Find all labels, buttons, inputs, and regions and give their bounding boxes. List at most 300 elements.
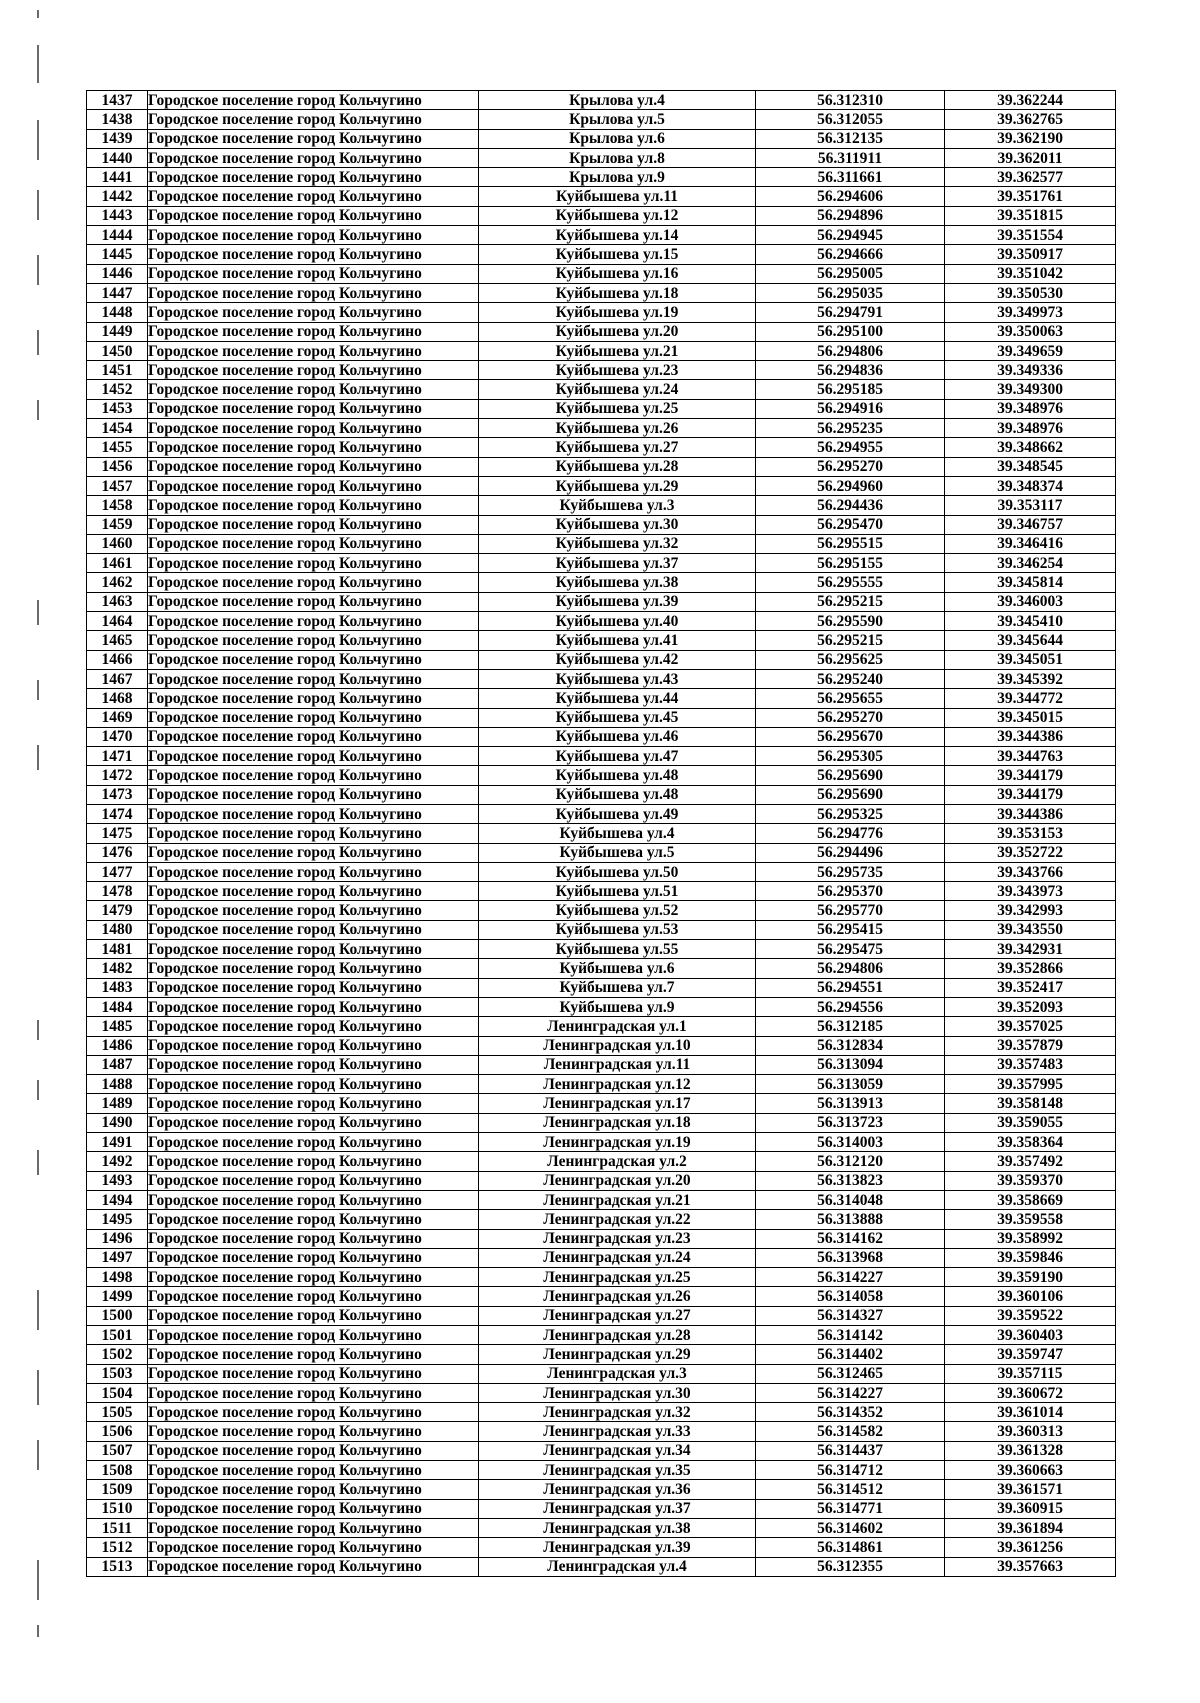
longitude-cell: 39.349300 xyxy=(945,380,1116,399)
latitude-cell: 56.295690 xyxy=(756,785,945,804)
scan-artifact-line xyxy=(37,45,39,83)
table-row xyxy=(87,689,1116,708)
longitude-cell: 39.358148 xyxy=(945,1094,1116,1113)
settlement-cell: Городское поселение город Кольчугино xyxy=(148,573,479,592)
row-number: 1481 xyxy=(87,940,148,959)
table-row xyxy=(87,1133,1116,1152)
address-cell: Крылова ул.8 xyxy=(479,148,756,167)
table-row xyxy=(87,1094,1116,1113)
longitude-cell: 39.362190 xyxy=(945,129,1116,148)
longitude-cell: 39.342993 xyxy=(945,901,1116,920)
row-number: 1476 xyxy=(87,843,148,862)
latitude-cell: 56.294960 xyxy=(756,476,945,495)
table-row xyxy=(87,1055,1116,1074)
longitude-cell: 39.345410 xyxy=(945,612,1116,631)
row-number: 1494 xyxy=(87,1190,148,1209)
address-cell: Ленинградская ул.27 xyxy=(479,1306,756,1325)
table-row xyxy=(87,862,1116,881)
address-cell: Крылова ул.4 xyxy=(479,91,756,110)
longitude-cell: 39.361256 xyxy=(945,1538,1116,1557)
latitude-cell: 56.313913 xyxy=(756,1094,945,1113)
address-cell: Ленинградская ул.38 xyxy=(479,1518,756,1537)
address-cell: Куйбышева ул.29 xyxy=(479,476,756,495)
table-row xyxy=(87,592,1116,611)
address-coordinates-table xyxy=(86,90,1116,1577)
address-cell: Куйбышева ул.46 xyxy=(479,727,756,746)
settlement-cell: Городское поселение город Кольчугино xyxy=(148,148,479,167)
latitude-cell: 56.295515 xyxy=(756,534,945,553)
longitude-cell: 39.353117 xyxy=(945,496,1116,515)
latitude-cell: 56.313723 xyxy=(756,1113,945,1132)
settlement-cell: Городское поселение город Кольчугино xyxy=(148,1094,479,1113)
table-row xyxy=(87,631,1116,650)
longitude-cell: 39.346003 xyxy=(945,592,1116,611)
table-body xyxy=(87,91,1116,1577)
scan-artifact-line xyxy=(37,400,39,420)
row-number: 1471 xyxy=(87,747,148,766)
row-number: 1482 xyxy=(87,959,148,978)
table-row xyxy=(87,1499,1116,1518)
settlement-cell: Городское поселение город Кольчугино xyxy=(148,862,479,881)
row-number: 1456 xyxy=(87,457,148,476)
settlement-cell: Городское поселение город Кольчугино xyxy=(148,496,479,515)
longitude-cell: 39.346757 xyxy=(945,515,1116,534)
latitude-cell: 56.295155 xyxy=(756,554,945,573)
settlement-cell: Городское поселение город Кольчугино xyxy=(148,1383,479,1402)
row-number: 1484 xyxy=(87,997,148,1016)
longitude-cell: 39.346416 xyxy=(945,534,1116,553)
address-cell: Куйбышева ул.16 xyxy=(479,264,756,283)
latitude-cell: 56.312135 xyxy=(756,129,945,148)
row-number: 1450 xyxy=(87,341,148,360)
row-number: 1499 xyxy=(87,1287,148,1306)
settlement-cell: Городское поселение город Кольчугино xyxy=(148,1171,479,1190)
settlement-cell: Городское поселение город Кольчугино xyxy=(148,843,479,862)
address-cell: Куйбышева ул.19 xyxy=(479,303,756,322)
scan-artifact-line xyxy=(37,1370,39,1405)
latitude-cell: 56.294806 xyxy=(756,341,945,360)
table-row xyxy=(87,1383,1116,1402)
row-number: 1497 xyxy=(87,1248,148,1267)
settlement-cell: Городское поселение город Кольчугино xyxy=(148,1017,479,1036)
row-number: 1465 xyxy=(87,631,148,650)
longitude-cell: 39.362011 xyxy=(945,148,1116,167)
row-number: 1506 xyxy=(87,1422,148,1441)
longitude-cell: 39.357995 xyxy=(945,1075,1116,1094)
settlement-cell: Городское поселение город Кольчугино xyxy=(148,1248,479,1267)
latitude-cell: 56.295590 xyxy=(756,612,945,631)
table-row xyxy=(87,1538,1116,1557)
longitude-cell: 39.351042 xyxy=(945,264,1116,283)
table-row xyxy=(87,1326,1116,1345)
longitude-cell: 39.361014 xyxy=(945,1403,1116,1422)
scan-artifact-line xyxy=(37,190,39,220)
row-number: 1463 xyxy=(87,592,148,611)
address-cell: Ленинградская ул.20 xyxy=(479,1171,756,1190)
latitude-cell: 56.294791 xyxy=(756,303,945,322)
row-number: 1454 xyxy=(87,419,148,438)
row-number: 1466 xyxy=(87,650,148,669)
settlement-cell: Городское поселение город Кольчугино xyxy=(148,1480,479,1499)
row-number: 1485 xyxy=(87,1017,148,1036)
table-row xyxy=(87,380,1116,399)
latitude-cell: 56.295270 xyxy=(756,457,945,476)
address-cell: Ленинградская ул.21 xyxy=(479,1190,756,1209)
table-row xyxy=(87,322,1116,341)
longitude-cell: 39.348976 xyxy=(945,419,1116,438)
longitude-cell: 39.349659 xyxy=(945,341,1116,360)
longitude-cell: 39.352866 xyxy=(945,959,1116,978)
address-cell: Ленинградская ул.33 xyxy=(479,1422,756,1441)
latitude-cell: 56.311911 xyxy=(756,148,945,167)
address-cell: Ленинградская ул.35 xyxy=(479,1461,756,1480)
latitude-cell: 56.312834 xyxy=(756,1036,945,1055)
longitude-cell: 39.362244 xyxy=(945,91,1116,110)
longitude-cell: 39.359055 xyxy=(945,1113,1116,1132)
longitude-cell: 39.349973 xyxy=(945,303,1116,322)
longitude-cell: 39.359747 xyxy=(945,1345,1116,1364)
longitude-cell: 39.358669 xyxy=(945,1190,1116,1209)
latitude-cell: 56.295215 xyxy=(756,592,945,611)
longitude-cell: 39.351815 xyxy=(945,206,1116,225)
table-row xyxy=(87,129,1116,148)
settlement-cell: Городское поселение город Кольчугино xyxy=(148,959,479,978)
table-row xyxy=(87,940,1116,959)
settlement-cell: Городское поселение город Кольчугино xyxy=(148,91,479,110)
latitude-cell: 56.295770 xyxy=(756,901,945,920)
row-number: 1503 xyxy=(87,1364,148,1383)
settlement-cell: Городское поселение город Кольчугино xyxy=(148,1229,479,1248)
latitude-cell: 56.294436 xyxy=(756,496,945,515)
row-number: 1488 xyxy=(87,1075,148,1094)
address-cell: Ленинградская ул.3 xyxy=(479,1364,756,1383)
address-cell: Крылова ул.5 xyxy=(479,110,756,129)
settlement-cell: Городское поселение город Кольчугино xyxy=(148,804,479,823)
address-cell: Ленинградская ул.10 xyxy=(479,1036,756,1055)
row-number: 1504 xyxy=(87,1383,148,1402)
longitude-cell: 39.345051 xyxy=(945,650,1116,669)
table-row xyxy=(87,1268,1116,1287)
row-number: 1458 xyxy=(87,496,148,515)
latitude-cell: 56.312185 xyxy=(756,1017,945,1036)
longitude-cell: 39.357492 xyxy=(945,1152,1116,1171)
scan-artifact-line xyxy=(37,1290,39,1330)
settlement-cell: Городское поселение город Кольчугино xyxy=(148,303,479,322)
table-row xyxy=(87,669,1116,688)
longitude-cell: 39.345644 xyxy=(945,631,1116,650)
row-number: 1508 xyxy=(87,1461,148,1480)
settlement-cell: Городское поселение город Кольчугино xyxy=(148,1287,479,1306)
address-cell: Ленинградская ул.23 xyxy=(479,1229,756,1248)
address-cell: Куйбышева ул.38 xyxy=(479,573,756,592)
table-row xyxy=(87,650,1116,669)
address-cell: Куйбышева ул.47 xyxy=(479,747,756,766)
settlement-cell: Городское поселение город Кольчугино xyxy=(148,1499,479,1518)
address-cell: Куйбышева ул.48 xyxy=(479,766,756,785)
row-number: 1464 xyxy=(87,612,148,631)
latitude-cell: 56.295625 xyxy=(756,650,945,669)
address-cell: Ленинградская ул.2 xyxy=(479,1152,756,1171)
settlement-cell: Городское поселение город Кольчугино xyxy=(148,824,479,843)
settlement-cell: Городское поселение город Кольчугино xyxy=(148,612,479,631)
row-number: 1446 xyxy=(87,264,148,283)
longitude-cell: 39.342931 xyxy=(945,940,1116,959)
latitude-cell: 56.295005 xyxy=(756,264,945,283)
table-row xyxy=(87,245,1116,264)
scan-artifact-line xyxy=(37,1150,39,1175)
row-number: 1437 xyxy=(87,91,148,110)
latitude-cell: 56.314512 xyxy=(756,1480,945,1499)
latitude-cell: 56.295240 xyxy=(756,669,945,688)
settlement-cell: Городское поселение город Кольчугино xyxy=(148,1557,479,1576)
address-cell: Куйбышева ул.45 xyxy=(479,708,756,727)
scan-artifact-line xyxy=(37,10,39,18)
row-number: 1507 xyxy=(87,1441,148,1460)
address-cell: Куйбышева ул.15 xyxy=(479,245,756,264)
row-number: 1441 xyxy=(87,168,148,187)
latitude-cell: 56.313094 xyxy=(756,1055,945,1074)
table-row xyxy=(87,901,1116,920)
latitude-cell: 56.295185 xyxy=(756,380,945,399)
settlement-cell: Городское поселение город Кольчугино xyxy=(148,1364,479,1383)
latitude-cell: 56.294836 xyxy=(756,361,945,380)
row-number: 1445 xyxy=(87,245,148,264)
latitude-cell: 56.312310 xyxy=(756,91,945,110)
settlement-cell: Городское поселение город Кольчугино xyxy=(148,592,479,611)
address-cell: Куйбышева ул.18 xyxy=(479,283,756,302)
settlement-cell: Городское поселение город Кольчугино xyxy=(148,1345,479,1364)
address-cell: Куйбышева ул.11 xyxy=(479,187,756,206)
settlement-cell: Городское поселение город Кольчугино xyxy=(148,1422,479,1441)
table-row xyxy=(87,1190,1116,1209)
address-cell: Куйбышева ул.14 xyxy=(479,226,756,245)
longitude-cell: 39.362577 xyxy=(945,168,1116,187)
table-row xyxy=(87,612,1116,631)
row-number: 1474 xyxy=(87,804,148,823)
latitude-cell: 56.314142 xyxy=(756,1326,945,1345)
latitude-cell: 56.294606 xyxy=(756,187,945,206)
table-row xyxy=(87,1075,1116,1094)
table-row xyxy=(87,110,1116,129)
table-row xyxy=(87,1364,1116,1383)
latitude-cell: 56.314602 xyxy=(756,1518,945,1537)
row-number: 1492 xyxy=(87,1152,148,1171)
longitude-cell: 39.346254 xyxy=(945,554,1116,573)
latitude-cell: 56.314771 xyxy=(756,1499,945,1518)
row-number: 1498 xyxy=(87,1268,148,1287)
latitude-cell: 56.314582 xyxy=(756,1422,945,1441)
longitude-cell: 39.360672 xyxy=(945,1383,1116,1402)
table-row xyxy=(87,708,1116,727)
latitude-cell: 56.313823 xyxy=(756,1171,945,1190)
table-row xyxy=(87,1113,1116,1132)
row-number: 1513 xyxy=(87,1557,148,1576)
address-cell: Ленинградская ул.34 xyxy=(479,1441,756,1460)
latitude-cell: 56.295470 xyxy=(756,515,945,534)
longitude-cell: 39.357879 xyxy=(945,1036,1116,1055)
longitude-cell: 39.359370 xyxy=(945,1171,1116,1190)
table-row xyxy=(87,1229,1116,1248)
address-cell: Куйбышева ул.21 xyxy=(479,341,756,360)
settlement-cell: Городское поселение город Кольчугино xyxy=(148,554,479,573)
settlement-cell: Городское поселение город Кольчугино xyxy=(148,1055,479,1074)
settlement-cell: Городское поселение город Кольчугино xyxy=(148,457,479,476)
settlement-cell: Городское поселение город Кольчугино xyxy=(148,1152,479,1171)
latitude-cell: 56.312465 xyxy=(756,1364,945,1383)
address-cell: Куйбышева ул.28 xyxy=(479,457,756,476)
row-number: 1489 xyxy=(87,1094,148,1113)
row-number: 1448 xyxy=(87,303,148,322)
table-row xyxy=(87,1518,1116,1537)
address-cell: Куйбышева ул.6 xyxy=(479,959,756,978)
longitude-cell: 39.343550 xyxy=(945,920,1116,939)
settlement-cell: Городское поселение город Кольчугино xyxy=(148,1190,479,1209)
table-row xyxy=(87,496,1116,515)
settlement-cell: Городское поселение город Кольчугино xyxy=(148,650,479,669)
address-cell: Куйбышева ул.4 xyxy=(479,824,756,843)
scan-artifact-line xyxy=(37,1440,39,1470)
row-number: 1475 xyxy=(87,824,148,843)
longitude-cell: 39.360106 xyxy=(945,1287,1116,1306)
address-cell: Ленинградская ул.19 xyxy=(479,1133,756,1152)
longitude-cell: 39.351554 xyxy=(945,226,1116,245)
row-number: 1442 xyxy=(87,187,148,206)
longitude-cell: 39.345392 xyxy=(945,669,1116,688)
row-number: 1493 xyxy=(87,1171,148,1190)
settlement-cell: Городское поселение город Кольчугино xyxy=(148,1036,479,1055)
latitude-cell: 56.294945 xyxy=(756,226,945,245)
row-number: 1487 xyxy=(87,1055,148,1074)
address-cell: Куйбышева ул.24 xyxy=(479,380,756,399)
row-number: 1457 xyxy=(87,476,148,495)
address-cell: Ленинградская ул.28 xyxy=(479,1326,756,1345)
settlement-cell: Городское поселение город Кольчугино xyxy=(148,1268,479,1287)
latitude-cell: 56.295035 xyxy=(756,283,945,302)
longitude-cell: 39.344386 xyxy=(945,804,1116,823)
table-row xyxy=(87,1441,1116,1460)
table-row xyxy=(87,747,1116,766)
address-cell: Куйбышева ул.23 xyxy=(479,361,756,380)
longitude-cell: 39.360403 xyxy=(945,1326,1116,1345)
address-cell: Куйбышева ул.32 xyxy=(479,534,756,553)
longitude-cell: 39.352722 xyxy=(945,843,1116,862)
row-number: 1500 xyxy=(87,1306,148,1325)
row-number: 1505 xyxy=(87,1403,148,1422)
latitude-cell: 56.313968 xyxy=(756,1248,945,1267)
longitude-cell: 39.348662 xyxy=(945,438,1116,457)
table-row xyxy=(87,959,1116,978)
longitude-cell: 39.357115 xyxy=(945,1364,1116,1383)
address-cell: Куйбышева ул.9 xyxy=(479,997,756,1016)
latitude-cell: 56.294916 xyxy=(756,399,945,418)
latitude-cell: 56.314437 xyxy=(756,1441,945,1460)
address-cell: Крылова ул.9 xyxy=(479,168,756,187)
row-number: 1461 xyxy=(87,554,148,573)
settlement-cell: Городское поселение город Кольчугино xyxy=(148,901,479,920)
latitude-cell: 56.295415 xyxy=(756,920,945,939)
table-row xyxy=(87,187,1116,206)
table-row xyxy=(87,573,1116,592)
latitude-cell: 56.295555 xyxy=(756,573,945,592)
table-row xyxy=(87,978,1116,997)
settlement-cell: Городское поселение город Кольчугино xyxy=(148,1306,479,1325)
row-number: 1439 xyxy=(87,129,148,148)
longitude-cell: 39.357025 xyxy=(945,1017,1116,1036)
address-cell: Куйбышева ул.12 xyxy=(479,206,756,225)
row-number: 1469 xyxy=(87,708,148,727)
scan-artifact-line xyxy=(37,680,39,700)
longitude-cell: 39.350063 xyxy=(945,322,1116,341)
latitude-cell: 56.294896 xyxy=(756,206,945,225)
longitude-cell: 39.348976 xyxy=(945,399,1116,418)
settlement-cell: Городское поселение город Кольчугино xyxy=(148,920,479,939)
latitude-cell: 56.314227 xyxy=(756,1383,945,1402)
longitude-cell: 39.362765 xyxy=(945,110,1116,129)
table-row xyxy=(87,920,1116,939)
table-row xyxy=(87,476,1116,495)
row-number: 1473 xyxy=(87,785,148,804)
settlement-cell: Городское поселение город Кольчугино xyxy=(148,631,479,650)
table-row xyxy=(87,1152,1116,1171)
table-row xyxy=(87,882,1116,901)
longitude-cell: 39.348545 xyxy=(945,457,1116,476)
row-number: 1480 xyxy=(87,920,148,939)
latitude-cell: 56.311661 xyxy=(756,168,945,187)
address-cell: Куйбышева ул.7 xyxy=(479,978,756,997)
settlement-cell: Городское поселение город Кольчугино xyxy=(148,226,479,245)
address-cell: Ленинградская ул.39 xyxy=(479,1538,756,1557)
longitude-cell: 39.353153 xyxy=(945,824,1116,843)
latitude-cell: 56.294551 xyxy=(756,978,945,997)
longitude-cell: 39.343973 xyxy=(945,882,1116,901)
latitude-cell: 56.314227 xyxy=(756,1268,945,1287)
settlement-cell: Городское поселение город Кольчугино xyxy=(148,380,479,399)
row-number: 1510 xyxy=(87,1499,148,1518)
longitude-cell: 39.345814 xyxy=(945,573,1116,592)
address-cell: Ленинградская ул.36 xyxy=(479,1480,756,1499)
address-cell: Куйбышева ул.39 xyxy=(479,592,756,611)
row-number: 1483 xyxy=(87,978,148,997)
address-cell: Куйбышева ул.26 xyxy=(479,419,756,438)
address-cell: Куйбышева ул.43 xyxy=(479,669,756,688)
row-number: 1478 xyxy=(87,882,148,901)
table-row xyxy=(87,1422,1116,1441)
latitude-cell: 56.314058 xyxy=(756,1287,945,1306)
address-cell: Ленинградская ул.30 xyxy=(479,1383,756,1402)
row-number: 1486 xyxy=(87,1036,148,1055)
longitude-cell: 39.358364 xyxy=(945,1133,1116,1152)
table-row xyxy=(87,226,1116,245)
table-row xyxy=(87,1210,1116,1229)
settlement-cell: Городское поселение город Кольчугино xyxy=(148,438,479,457)
settlement-cell: Городское поселение город Кольчугино xyxy=(148,669,479,688)
latitude-cell: 56.314162 xyxy=(756,1229,945,1248)
longitude-cell: 39.361328 xyxy=(945,1441,1116,1460)
table-row xyxy=(87,997,1116,1016)
row-number: 1512 xyxy=(87,1538,148,1557)
row-number: 1502 xyxy=(87,1345,148,1364)
settlement-cell: Городское поселение город Кольчугино xyxy=(148,322,479,341)
settlement-cell: Городское поселение город Кольчугино xyxy=(148,264,479,283)
longitude-cell: 39.352093 xyxy=(945,997,1116,1016)
scan-artifact-line xyxy=(37,600,39,625)
scan-artifact-line xyxy=(37,745,39,770)
settlement-cell: Городское поселение город Кольчугино xyxy=(148,341,479,360)
settlement-cell: Городское поселение город Кольчугино xyxy=(148,708,479,727)
row-number: 1472 xyxy=(87,766,148,785)
settlement-cell: Городское поселение город Кольчугино xyxy=(148,940,479,959)
latitude-cell: 56.294556 xyxy=(756,997,945,1016)
